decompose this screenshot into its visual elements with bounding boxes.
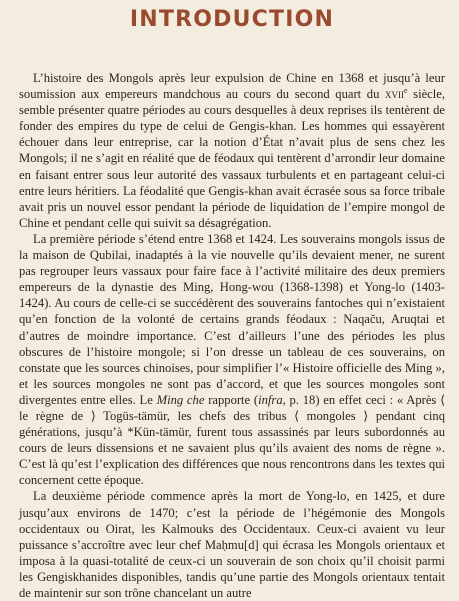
- paragraph-1-text-a: L’histoire des Mongols après leur expulsion de Chine en 1368 et jusqu’à leur soumission aux empereurs mandchous au cours du second quart du: [19, 71, 445, 102]
- infra-reference: infra: [258, 392, 283, 407]
- page-title: INTRODUCTION: [129, 7, 335, 32]
- paragraph-2-text-a: La première période s’étend entre 1368 et 1424. Les souverains mongols issus de la maison de Qubilai, inadaptés à la vie nouvelle qu’ils devaient mener, ne surent pas regrouper leurs vassaux pour faire face à l’activité militaire des deux premiers empereurs de la dynastie des Ming, Hong-wou (1368-1398) et Yong-lo (1403-1424). Au cours de celle-ci se succédèrent des souverains fantoches qui n’existaient qu’en fonction de la volonté de certains grands féodaux : Naqaču, Aruqtai et d’autres de moindre importance. C’est d’ailleurs l’une des périodes les plus obscures de l’histoire mongole; si l’on dresse un tableau de ces souverains, on constate que les sources chinoises, pour simplifier l’« Histoire officielle des Ming », et les sources mongoles ne sont pas d’accord, et que les sources mongoles sont divergentes entre elles. Le: [19, 231, 445, 407]
- paragraph-3: [19, 488, 445, 601]
- paragraph-1: [19, 70, 445, 231]
- paragraph-3-text: La deuxième période commence après la mort de Yong-lo, en 1425, et dure jusqu’aux environs de 1470; c’est la période de l’hégémonie des Mongols occidentaux ou Oirat, les Kalmouks des Occidentaux. Ceux-ci avaient vu leur puissance s’accroître avec leur chef Maḥmu[d] qui écrasa les Mongols orientaux et imposa à la quasi-totalité de ceux-ci un souverain de son choix qu’il choisit parmi les Gengiskhanides disponibles, tandis qu’une partie des Mongols orientaux tentait de maintenir sur son trône chancelant un autre: [19, 489, 445, 600]
- paragraph-2-text-b: rapporte (: [204, 392, 259, 407]
- century-superscript: e: [404, 85, 408, 95]
- ming-che-title: Ming che: [156, 392, 205, 407]
- century-numeral: xvii: [385, 87, 404, 102]
- paragraph-2: [19, 231, 445, 489]
- paragraph-2-text-c: , p. 18) en effet ceci : « Après ⟨ le règne de ⟩ Togüs-tämür, les chefs des tribus ⟨ mongoles ⟩ pendant cinq générations, jusqu’à *Kün-tämür, furent tous assassinés par leurs subordonnés au cours de leurs dissensions et ne savaient plus qu’ils avaient des noms de règne ». C’est là qu’est l’explication des différences que nous rencontrons dans les textes qui concernent cette époque.: [19, 392, 446, 488]
- paragraph-1-text-b: siècle, semble présenter quatre périodes au cours desquelles à deux reprises ils tentèrent de fonder des empires du type de celui de Gengis-khan. Les hommes qui essayèrent échouer dans leur entreprise, car la notion d’État n’avait plus de sens chez les Mongols; il ne s’agit en réalité que de féodaux qui tentèrent d’arrondir leur domaine en faisant entrer sous leur autorité des vassaux turbulents et en partageant celui-ci entre leurs héritiers. La féodalité que Gengis-khan avait écrasée sous sa force tribale avait pris un nouvel essor pendant la période de liquidation de l’empire mongol de Chine et pendant celle qui suivit sa désagrégation.: [19, 87, 445, 230]
